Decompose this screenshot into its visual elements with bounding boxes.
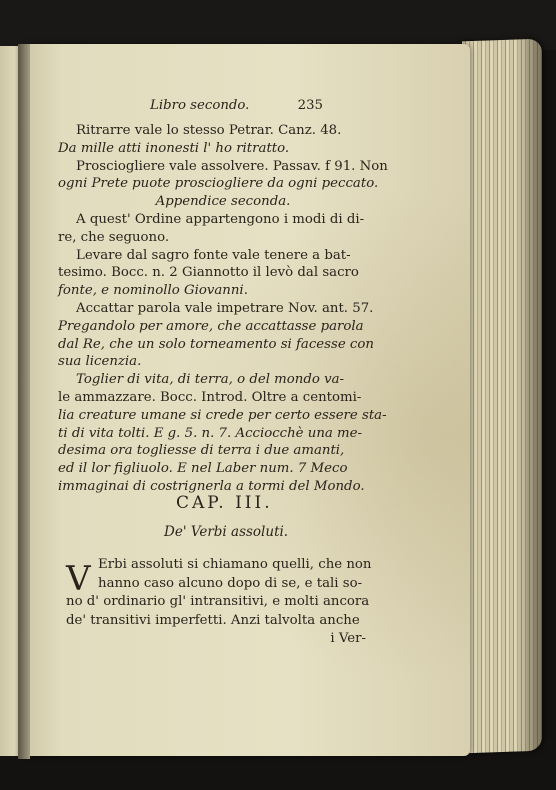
text-line: desima ora togliesse di terra i due amanti,	[58, 443, 345, 459]
page-number: 235	[297, 98, 324, 113]
catchword: i Ver-	[330, 631, 366, 646]
text-line: ogni Prete puote prosciogliere da ogni peccato.	[58, 176, 379, 192]
text-line: Toglier di vita, di terra, o del mondo va-	[76, 372, 345, 388]
text-line: A quest' Ordine appartengono i modi di di-	[76, 211, 365, 227]
text-line: tesimo. Bocc. n. 2 Giannotto il levò dal sacro	[58, 265, 359, 281]
text-line: re, che seguono.	[58, 229, 170, 245]
chapter-subtitle: De' Verbi assoluti.	[164, 524, 289, 540]
chapter-body	[66, 556, 382, 649]
text-line: lia creature umane si crede per certo essere sta-	[58, 407, 387, 423]
running-header	[150, 98, 390, 113]
text-line: Prosciogliere vale assolvere. Passav. f 91. Non	[76, 158, 388, 174]
text-line: Pregandolo per amore, che accattasse parola	[58, 318, 364, 334]
book-gutter	[18, 44, 30, 759]
chapter-text-line: hanno caso alcuno dopo di se, e tali so-	[98, 575, 363, 591]
running-title: Libro secondo.	[150, 98, 250, 113]
chapter-text-line: Erbi assoluti si chiamano quelli, che non	[98, 557, 372, 572]
page-edges	[462, 39, 542, 754]
text-line: Da mille atti inonesti l' ho ritratto.	[58, 140, 290, 156]
chapter-text-line: no d' ordinario gl' intransitivi, e molti ancora	[66, 594, 370, 609]
text-line: dal Re, che un solo torneamento si facesse con	[58, 336, 374, 352]
text-line: ti di vita tolti. E g. 5. n. 7. Acciocchè una me-	[58, 425, 363, 441]
text-line: fonte, e nominollo Giovanni.	[58, 283, 248, 299]
text-line: Levare dal sagro fonte vale tenere a bat-	[76, 247, 351, 263]
text-line: Appendice seconda.	[155, 194, 291, 210]
text-line: ed il lor figliuolo. E nel Laber num. 7 Meco	[58, 461, 348, 477]
chapter-title: CAP. III.	[176, 493, 273, 513]
text-line: immaginai di costrignerla a tormi del Mondo.	[58, 478, 365, 494]
text-line: Ritrarre vale lo stesso Petrar. Canz. 48.	[76, 123, 342, 138]
text-line: sua licenzia.	[58, 354, 142, 370]
drop-capital: V	[66, 559, 91, 599]
text-line: le ammazzare. Bocc. Introd. Oltre a centomi-	[58, 389, 362, 405]
text-line: Accattar parola vale impetrare Nov. ant. 57.	[76, 300, 374, 316]
chapter-text-line: de' transitivi imperfetti. Anzi talvolta anche	[66, 612, 360, 628]
main-text-block	[58, 122, 388, 496]
